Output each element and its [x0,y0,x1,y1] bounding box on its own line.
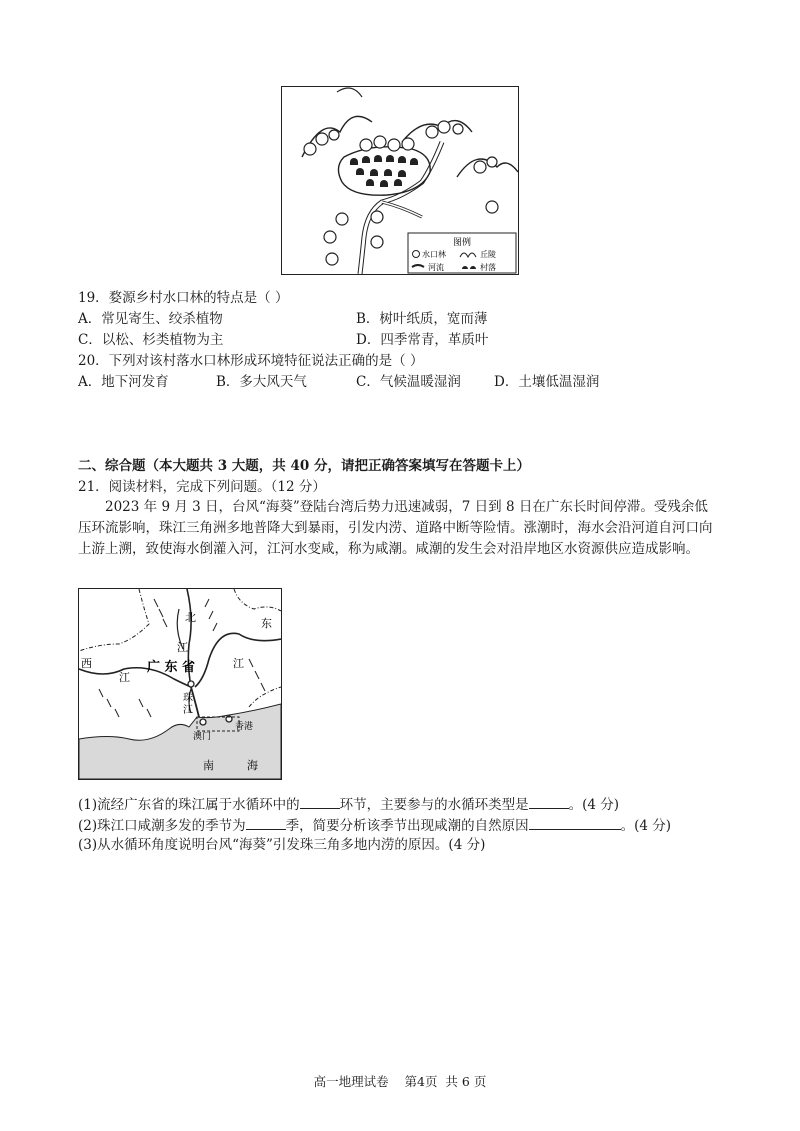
label-zhu: 珠 [183,693,193,704]
label-guangdong: 广 东 省 [147,660,196,675]
q21-paragraph: 2023 年 9 月 3 日，台风“海葵”登陆台湾后势力迅速减弱，7 日到 8 日在广东长时间停滞。受残余低压环流影响，珠江三角洲多地普降大到暴雨，引发内涝、道路中断等险情。涨潮时，海水会沿河道自河口向上游上溯，致使海水倒灌入河，江河水变咸，称为咸潮。咸潮的发生会对沿岸地区水资源供应造成影响。 [78,499,713,557]
label-nan: 南 [203,759,214,772]
label-bei: 北 [185,611,196,624]
q20-option-b: B．多大风天气 [216,374,307,390]
q21-sub1-part-c: 。(4 分) [568,797,620,813]
village-map-figure [281,86,519,275]
province-boundary [79,589,149,651]
label-jiang-4: 江 [183,705,193,716]
label-xianggang: 香港 [235,722,254,732]
label-jiang-1: 江 [177,641,188,654]
q20-option-a: A．地下河发育 [78,374,169,390]
label-xi: 西 [81,657,92,670]
label-dong: 东 [261,617,272,630]
q19-option-d: D．四季常青，革质叶 [356,332,489,348]
label-aomen: 澳门 [193,732,212,742]
q21-sub2-part-a: (2)珠江口咸潮多发的季节为 [78,818,246,834]
province-boundary [234,589,281,611]
q20-option-d: D．土壤低温湿润 [494,374,600,390]
q19-option-c: C．以松、杉类植物为主 [78,332,224,348]
hill-outline [337,88,362,97]
legend-hill-label: 丘陵 [480,250,496,259]
label-hai: 海 [247,759,258,772]
q21-stem: 21．阅读材料，完成下列问题。（12 分） [78,479,326,495]
q21-sub2-part-c: 。(4 分) [620,818,672,834]
page-footer: 高一地理试卷 第4页 共 6 页 [313,1074,487,1089]
q21-sub2-part-b: 季，简要分析该季节出现咸潮的自然原因 [285,818,529,834]
aomen-marker [200,719,206,725]
legend-forest-label: 水口林 [422,250,446,259]
legend-box [408,233,516,273]
q21-sub1-part-b: 环节，主要参与的水循环类型是 [339,797,529,813]
guangdong-map-svg [79,589,281,779]
q20-stem: 20．下列对该村落水口林形成环境特征说法正确的是（ ） [78,353,424,369]
legend-village-label: 村落 [480,263,496,272]
village-map-svg [282,87,518,274]
q20-option-c: C．气候温暖湿润 [356,374,461,390]
q21-sub1 [78,793,619,815]
legend-title: 图例 [452,238,472,248]
village-houses [350,155,418,187]
q21-sub2-blank-2[interactable] [529,814,621,830]
q21-sub2-blank-1[interactable] [246,814,286,830]
label-jiang-3: 江 [233,657,244,670]
section2-heading: 二、综合题（本大题共 3 大题，共 40 分，请把正确答案填写在答题卡上） [78,458,530,474]
guangdong-map-figure [78,588,282,780]
q21-sub1-blank-1[interactable] [300,793,340,809]
q19-option-a: A．常见寄生、绞杀植物 [78,311,223,327]
q21-sub3: (3)从水循环角度说明台风“海葵”引发珠三角多地内涝的原因。(4 分) [78,837,486,853]
q19-option-b: B．树叶纸质，宽而薄 [356,311,488,327]
legend-river-label: 河流 [428,263,444,272]
q21-sub1-blank-2[interactable] [529,793,569,809]
q21-sub1-part-a: (1)流经广东省的珠江属于水循环中的 [78,797,300,813]
q21-sub2 [78,814,671,836]
label-jiang-2: 江 [119,671,130,684]
q19-stem: 19．婺源乡村水口林的特点是（ ） [78,290,289,306]
guangzhou-marker [188,681,194,687]
